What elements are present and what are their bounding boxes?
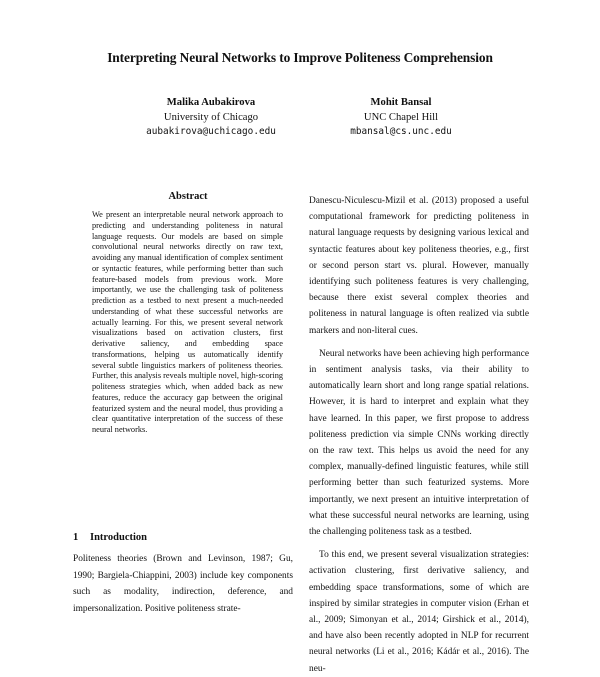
section-number: 1	[73, 532, 79, 543]
author-block-2	[281, 96, 521, 140]
abstract-heading: Abstract	[168, 191, 208, 202]
body-paragraph: Politeness theories (Brown and Levinson, 1987; Gu, 1990; Bargiela-Chiappini, 2003) include key components such as modality, indirection, deference, and impersonalization. Positive politeness strate-	[73, 554, 293, 614]
abstract-text: We present an interpretable neural network approach to predicting and understanding politeness in natural language requests. Our models are based on simple convolutional neural networks directly on raw text, avoiding any manual identification of complex sentiment or syntactic features, while performing better than such feature-based models from previous work. More importantly, we use the challenging task of politeness prediction as a testbed to next present a much-needed understanding of what these successful networks are actually learning. For this, we present several network visualizations based on activation clusters, first derivative saliency, and embedding space transformations, helping us automatically identify several subtle linguistics markers of politeness theories. Further, this analysis reveals multiple novel, high-scoring politeness strategies which, when added back as new features, reduce the accuracy gap between the original featurized system and the neural model, thus providing a clear quantitative interpretation of the success of these neural networks.	[92, 210, 283, 434]
right-column	[309, 193, 529, 677]
author-name: Mohit Bansal	[370, 97, 432, 108]
body-paragraph: Danescu-Niculescu-Mizil et al. (2013) proposed a useful computational framework for predicting politeness in natural language requests by designing various lexical and syntactic features about key politeness theories, e.g., first or second person start vs. plural. However, manually identifying such politeness features is very challenging, because there exist several complex theories and politeness in natural language is often realized via subtle markers and non-literal cues.	[309, 196, 529, 336]
section-title: Introduction	[90, 532, 147, 543]
intro-left-column	[73, 551, 293, 617]
author-email: mbansal@cs.unc.edu	[350, 126, 452, 137]
author-affiliation: University of Chicago	[163, 111, 259, 123]
section-heading	[73, 532, 293, 543]
author-name: Malika Aubakirova	[166, 97, 256, 108]
body-paragraph: To this end, we present several visualization strategies: activation clustering, first derivative saliency, and embedding space transformations, some of which are inspired by similar strategies in computer vision (Erhan et al., 2009; Simonyan et al., 2014; Girshick et al., 2014), and have also been recently adopted in NLP for recurrent neural networks (Li et al., 2016; Kádár et al., 2016). The neu-	[309, 550, 529, 674]
author-email: aubakirova@uchicago.edu	[146, 126, 276, 137]
body-paragraph: Neural networks have been achieving high performance in sentiment analysis tasks, via their ability to automatically learn short and long range spatial relations. However, it is hard to interpret and explain what they have learned. In this paper, we first propose to address politeness prediction via simple CNNs working directly on the raw text. This helps us avoid the need for any complex, manually-defined linguistic features, while still performing better than such featurized systems. More importantly, we next present an intuitive interpretation of what these successful neural networks are learning, using the challenging politeness task as a testbed.	[309, 348, 529, 538]
author-affiliation: UNC Chapel Hill	[363, 111, 439, 123]
paper-title: Interpreting Neural Networks to Improve Politeness Comprehension	[107, 50, 493, 65]
